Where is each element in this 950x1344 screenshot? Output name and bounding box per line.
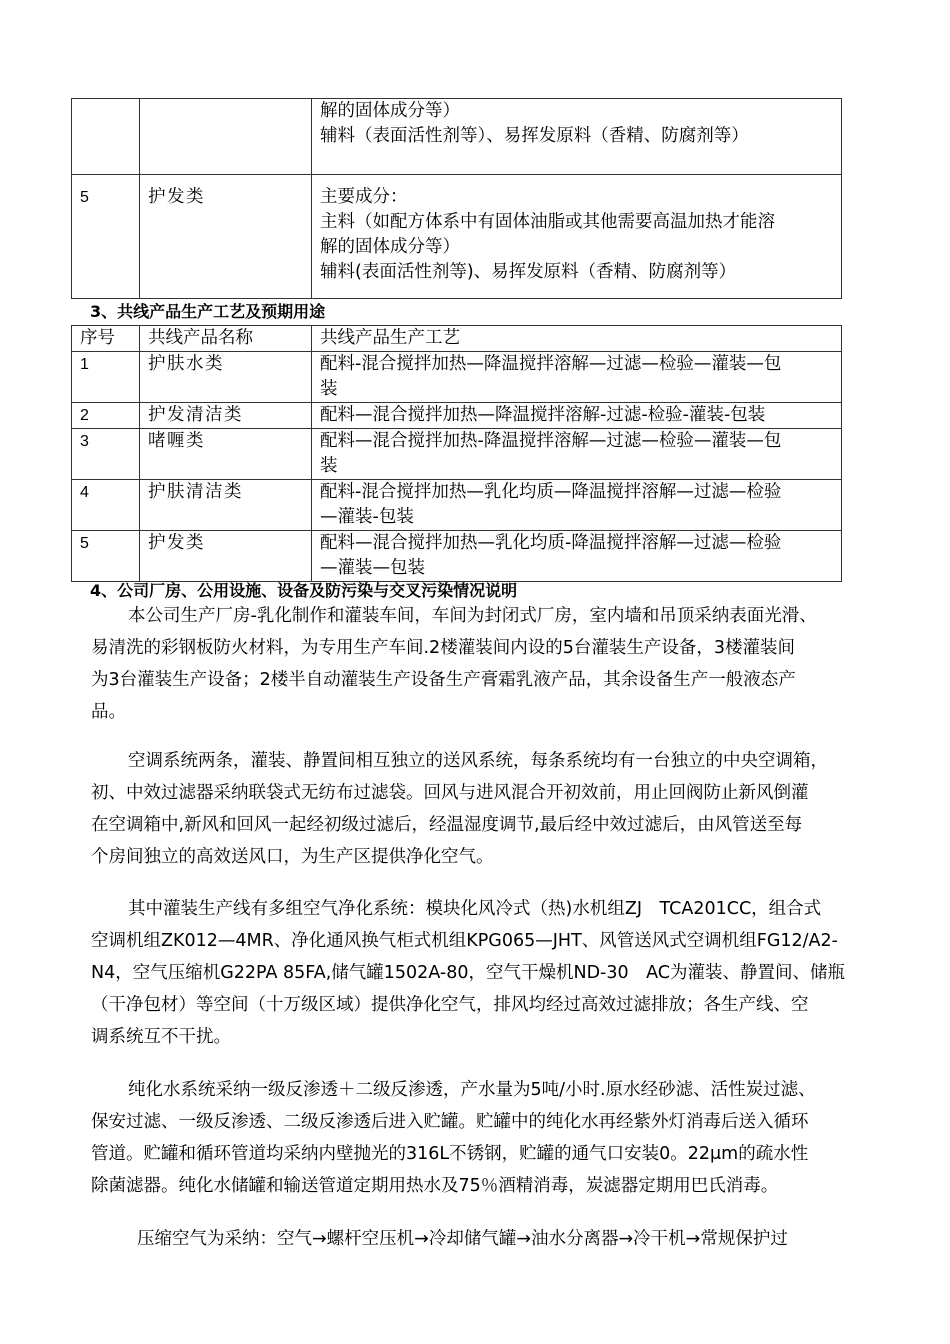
paragraph-hvac: [91, 745, 891, 873]
serial-cell: 1: [72, 352, 140, 403]
process-cell: [312, 531, 842, 582]
paragraph-purified-water: [91, 1074, 891, 1202]
process-cell: [312, 403, 842, 429]
table-row: [72, 429, 842, 480]
product-name-cell: 啫喱类: [140, 429, 312, 480]
text-line: 辅料(表面活性剂等)、易挥发原料（香精、防腐剂等）: [320, 262, 737, 282]
paragraph-air-purification: [91, 893, 891, 1053]
serial-cell: 3: [72, 429, 140, 480]
text-line: 空调机组ZK012—4MR、净化通风换气柜式机组KPG065—JHT、风管送风式空调机组FG12/A2-: [91, 931, 838, 951]
text-line: 主要成分：: [320, 187, 408, 207]
header-process: 共线产品生产工艺: [312, 326, 842, 352]
text-line: 本公司生产厂房-乳化制作和灌装车间，车间为封闭式厂房，室内墙和吊顶采纳表面光滑、: [128, 606, 817, 626]
text-line: 初、中效过滤器采纳联袋式无纺布过滤袋。回风与进风混合开初效前，用止回阀防止新风倒灌: [91, 783, 809, 803]
table-row: [72, 352, 842, 403]
text-line: 保安过滤、一级反渗透、二级反渗透后进入贮罐。贮罐中的纯化水再经紫外灯消毒后送入循环: [91, 1112, 809, 1132]
text-line: 管道。贮罐和循环管道均采纳内壁抛光的316L不锈钢，贮罐的通气口安装0。22μm的疏水性: [91, 1144, 809, 1164]
text-line: —灌装—包装: [320, 558, 425, 578]
text-line: （干净包材）等空间（十万级区域）提供净化空气，排风均经过高效过滤排放；各生产线、空: [91, 995, 809, 1015]
text-line: 配料—混合搅拌加热—降温搅拌溶解-过滤-检验-灌装-包装: [320, 405, 766, 425]
text-line: 空调系统两条，灌装、静置间相互独立的送风系统，每条系统均有一台独立的中央空调箱，: [128, 751, 828, 771]
table-row: [72, 99, 842, 175]
section-3-heading: 3、共线产品生产工艺及预期用途: [90, 302, 326, 321]
serial-cell: 4: [72, 480, 140, 531]
text-line: 装: [320, 456, 338, 476]
text-line: 个房间独立的高效送风口，为生产区提供净化空气。: [91, 847, 494, 867]
process-cell: [312, 480, 842, 531]
text-line: 主料（如配方体系中有固体油脂或其他需要高温加热才能溶: [320, 212, 775, 232]
text-line: 解的固体成分等）: [320, 237, 460, 257]
ingredients-cell: [312, 99, 842, 175]
table-row: [72, 531, 842, 582]
text-line: 解的固体成分等）: [320, 101, 460, 121]
process-cell: [312, 429, 842, 480]
text-line: 调系统互不干扰。: [91, 1027, 231, 1047]
text-line: 配料-混合搅拌加热—乳化均质—降温搅拌溶解—过滤—检验: [320, 482, 782, 502]
text-line: 品。: [91, 702, 126, 722]
paragraph-facility: [91, 600, 891, 728]
header-serial: 序号: [72, 326, 140, 352]
product-name-cell: 护发清洁类: [140, 403, 312, 429]
serial-cell: 5: [72, 175, 140, 299]
table-row: [72, 175, 842, 299]
table-row: [72, 480, 842, 531]
table-header-row: [72, 326, 842, 352]
process-table: [71, 325, 842, 582]
text-line: 辅料（表面活性剂等）、易挥发原料（香精、防腐剂等）: [320, 126, 749, 146]
text-line: 配料—混合搅拌加热-降温搅拌溶解—过滤—检验—灌装—包: [320, 431, 782, 451]
text-line: 在空调箱中,新风和回风一起经初级过滤后，经温湿度调节,最后经中效过滤后，由风管送至每: [91, 815, 803, 835]
ingredients-table: [71, 98, 842, 299]
process-cell: [312, 352, 842, 403]
product-name-cell: 护肤清洁类: [140, 480, 312, 531]
paragraph-compressed-air: [91, 1223, 891, 1255]
text-line: 压缩空气为采纳：空气→螺杆空压机→冷却储气罐→油水分离器→冷干机→常规保护过: [137, 1229, 788, 1249]
text-line: 纯化水系统采纳一级反渗透＋二级反渗透，产水量为5吨/小时.原水经砂滤、活性炭过滤、: [128, 1080, 816, 1100]
text-line: 除菌滤器。纯化水储罐和输送管道定期用热水及75％酒精消毒，炭滤器定期用巴氏消毒。: [91, 1176, 779, 1196]
product-name-cell: 护发类: [140, 175, 312, 299]
product-name-cell: 护肤水类: [140, 352, 312, 403]
product-name-cell: 护发类: [140, 531, 312, 582]
header-product-name: 共线产品名称: [140, 326, 312, 352]
section-4-heading: 4、公司厂房、公用设施、设备及防污染与交叉污染情况说明: [90, 581, 518, 600]
text-line: 易清洗的彩钢板防火材料，为专用生产车间.2楼灌装间内设的5台灌装生产设备，3楼灌装间: [91, 638, 795, 658]
text-line: N4，空气压缩机G22PA 85FA,储气罐1502A-80，空气干燥机ND-30 AC为灌装、静置间、储瓶: [91, 963, 846, 983]
table-row: [72, 403, 842, 429]
text-line: 装: [320, 379, 338, 399]
product-name-cell: [140, 99, 312, 175]
text-line: 配料—混合搅拌加热—乳化均质-降温搅拌溶解—过滤—检验: [320, 533, 782, 553]
serial-cell: [72, 99, 140, 175]
text-line: 为3台灌装生产设备；2楼半自动灌装生产设备生产膏霜乳液产品，其余设备生产一般液态产: [91, 670, 796, 690]
text-line: 配料-混合搅拌加热—降温搅拌溶解—过滤—检验—灌装—包: [320, 354, 782, 374]
text-line: 其中灌装生产线有多组空气净化系统：模块化风冷式（热)水机组ZJ TCA201CC，组合式: [128, 899, 822, 919]
ingredients-cell: [312, 175, 842, 299]
text-line: —灌装-包装: [320, 507, 414, 527]
serial-cell: 5: [72, 531, 140, 582]
serial-cell: 2: [72, 403, 140, 429]
